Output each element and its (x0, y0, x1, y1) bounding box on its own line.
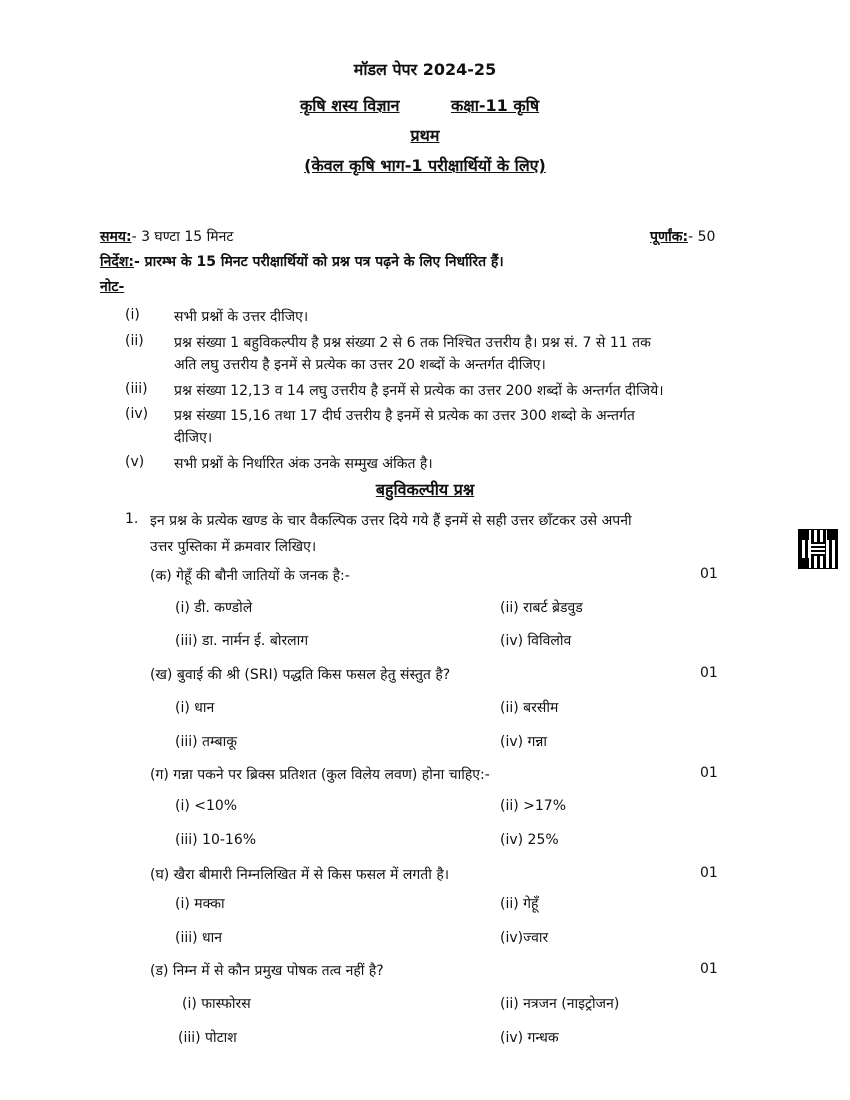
note-text: दीजिए। (174, 430, 213, 446)
note-num: (iii) (125, 381, 148, 397)
paper-number: प्रथम (410, 126, 440, 145)
question-text: इन प्रश्न के प्रत्येक खण्ड के चार वैकल्पिक उत्तर दिये गये हैं इनमें से सही उत्तर छाँटकर उसे अपनी (150, 513, 632, 529)
option: (i) डी. कण्डोले (175, 600, 253, 616)
note-num: (v) (125, 454, 145, 470)
question-marks: 01 (700, 665, 718, 681)
option: (i) <10% (175, 798, 238, 814)
note-num: (i) (125, 307, 140, 323)
option: (ii) बरसीम (500, 700, 559, 716)
option: (iii) 10-16% (175, 832, 257, 848)
time-value: - 3 घण्टा 15 मिनट (131, 229, 234, 245)
option: (ii) राबर्ट ब्रेडवुड (500, 600, 583, 616)
note-label: नोट- (100, 279, 125, 295)
option: (iv) गन्ना (500, 734, 548, 750)
note-text: सभी प्रश्नों के उत्तर दीजिए। (174, 309, 309, 325)
marks-value: - 50 (688, 229, 716, 245)
question-marks: 01 (700, 566, 718, 582)
question-marks: 01 (700, 865, 718, 881)
sub-question: (ग) गन्ना पकने पर ब्रिक्स प्रतिशत (कुल विलेय लवण) होना चाहिए:- (150, 767, 490, 783)
question-marks: 01 (700, 961, 718, 977)
qr-code-icon (799, 530, 837, 568)
note-text: सभी प्रश्नों के निर्धारित अंक उनके सम्मुख अंकित है। (174, 456, 433, 472)
question-marks: 01 (700, 765, 718, 781)
option: (iv) 25% (500, 832, 559, 848)
sub-question: (ख) बुवाई की श्री (SRI) पद्धति किस फसल हेतु संस्तुत है? (150, 667, 451, 683)
note-num: (ii) (125, 333, 144, 349)
paper-title: मॉडल पेपर 2024-25 (353, 60, 497, 79)
option: (iv)ज्वार (500, 930, 549, 946)
option: (ii) >17% (500, 798, 567, 814)
class-title: कक्षा-11 कृषि (451, 96, 540, 115)
option: (i) मक्का (175, 896, 225, 912)
note-text: प्रश्न संख्या 15,16 तथा 17 दीर्घ उत्तरीय है इनमें से प्रत्येक का उत्तर 300 शब्दो के अन्तर्गत (174, 408, 635, 424)
instruction-text: - प्रारम्भ के 15 मिनट परीक्षार्थियों को प्रश्न पत्र पढ़ने के लिए निर्धारित हैं। (133, 254, 504, 270)
question-number: 1. (125, 511, 139, 527)
instruction-line (100, 252, 504, 271)
option: (iii) तम्बाकू (175, 734, 237, 750)
option: (iii) डा. नार्मन ई. बोरलाग (175, 633, 309, 649)
sub-question: (क) गेहूँ की बौनी जातियों के जनक है:- (150, 568, 350, 584)
note-num: (iv) (125, 406, 149, 422)
marks-label: पूर्णांक: (650, 229, 689, 245)
option: (ii) नत्रजन (नाइट्रोजन) (500, 996, 620, 1012)
option: (i) धान (175, 700, 215, 716)
instruction-label: निर्देश: (100, 254, 134, 270)
option: (i) फास्फोरस (182, 996, 251, 1012)
option: (iii) पोटाश (178, 1030, 237, 1046)
note-text: प्रश्न संख्या 1 बहुविकल्पीय है प्रश्न संख्या 2 से 6 तक निश्चित उत्तरीय है। प्रश्न सं. 7 से 11 तक (174, 335, 651, 351)
option: (iv) गन्धक (500, 1030, 559, 1046)
subject-title: कृषि शस्य विज्ञान (300, 96, 400, 115)
time-label: समय: (100, 229, 132, 245)
section-title: बहुविकल्पीय प्रश्न (375, 480, 475, 499)
sub-question: (ड) निम्न में से कौन प्रमुख पोषक तत्व नहीं है? (150, 963, 384, 979)
question-text: उत्तर पुस्तिका में क्रमवार लिखिए। (150, 539, 317, 555)
option: (iv) विविलोव (500, 633, 572, 649)
time-line (100, 227, 233, 246)
option: (iii) धान (175, 930, 223, 946)
note-text: प्रश्न संख्या 12,13 व 14 लघु उत्तरीय है इनमें से प्रत्येक का उत्तर 200 शब्दों के अन्तर्गत दीजिये। (174, 383, 664, 399)
note-text: अति लघु उत्तरीय है इनमें से प्रत्येक का उत्तर 20 शब्दों के अन्तर्गत दीजिए। (174, 357, 546, 373)
marks-line (650, 227, 715, 246)
option: (ii) गेहूँ (500, 896, 539, 912)
sub-question: (घ) खैरा बीमारी निम्नलिखित में से किस फसल में लगती है। (150, 867, 450, 883)
candidate-note: (केवल कृषि भाग-1 परीक्षार्थियों के लिए) (304, 156, 546, 175)
